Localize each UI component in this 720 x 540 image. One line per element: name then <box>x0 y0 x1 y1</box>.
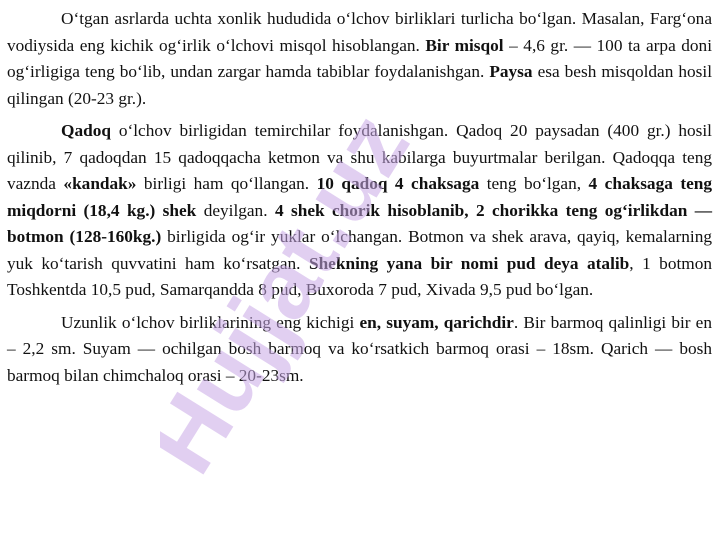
text-run: . Bir barmoq qalinligi bir en – 2,2 sm. Suyam — ochilgan bosh barmoq va ko‘rsatkich barmoq orasi – 18sm. Qarich — bosh barmoq bilan chimchaloq orasi – 20-23sm. <box>7 312 712 385</box>
text-run: , 1 botmon Toshkentda 10,5 pud, Samarqandda 8 pud, Buxoroda 7 pud, Xivada 9,5 pud bo‘lgan. <box>7 253 712 299</box>
bold-term: Qadoq <box>61 121 111 140</box>
bold-term: Shekning yana bir nomi pud deya atalib <box>308 253 630 273</box>
bold-term: en, suyam, qarichdir <box>359 312 514 332</box>
text-run: birligida og‘ir yuklar o‘lchangan. Botmon va shek arava, qayiq, kemalarning yuk ko‘tarish quvvatini ham ko‘rsatgan. <box>7 227 713 273</box>
bold-term: 10 qadoq 4 chaksaga <box>316 174 480 193</box>
text-run: deyilgan. <box>196 200 275 220</box>
bold-term: «kandak» <box>63 174 137 193</box>
paragraph-length-units <box>7 310 712 390</box>
bold-term: 4 shek chorik hisoblanib, 2 chorikka teng og‘irlikdan — botmon (128-160kg.) <box>7 200 713 246</box>
text-run: teng bo‘lgan, <box>479 174 589 193</box>
bold-term: 4 chaksaga teng miqdorni (18,4 kg.) shek <box>7 174 713 220</box>
text-run: o‘lchov birligidan temirchilar foydalanishgan. Qadoq 20 paysadan (400 gr.) hosil qilinib, 7 qadoqdan 15 qadoqqacha ketmon va shu kabilarga buyurtmalar berilgan. Qadoqqa teng vaznda <box>7 121 712 193</box>
text-run: Uzunlik o‘lchov birliklarining eng kichigi <box>61 312 360 332</box>
text-run: O‘tgan asrlarda uchta xonlik hududida o‘lchov birliklari turlicha bo‘lgan. Masalan, Farg‘ona vodiysida eng kichik og‘irlik o‘lchovi misqol hisoblangan. <box>7 9 712 55</box>
paragraph-weight-units <box>7 6 712 112</box>
document-page <box>7 6 712 395</box>
text-run: – 4,6 gr. — 100 ta arpa doni og‘irligiga teng bo‘lib, undan zargar hamda tabiblar foydalanishgan. <box>7 35 712 81</box>
text-run: birligi ham qo‘llangan. <box>136 174 317 193</box>
paragraph-heavy-units <box>7 118 712 304</box>
bold-term: Paysa <box>489 62 533 81</box>
watermark-text: Hujjat.uz <box>160 95 430 492</box>
text-run: esa besh misqoldan hosil qilingan (20-23 gr.). <box>7 62 713 108</box>
bold-term: Bir misqol <box>425 35 504 55</box>
